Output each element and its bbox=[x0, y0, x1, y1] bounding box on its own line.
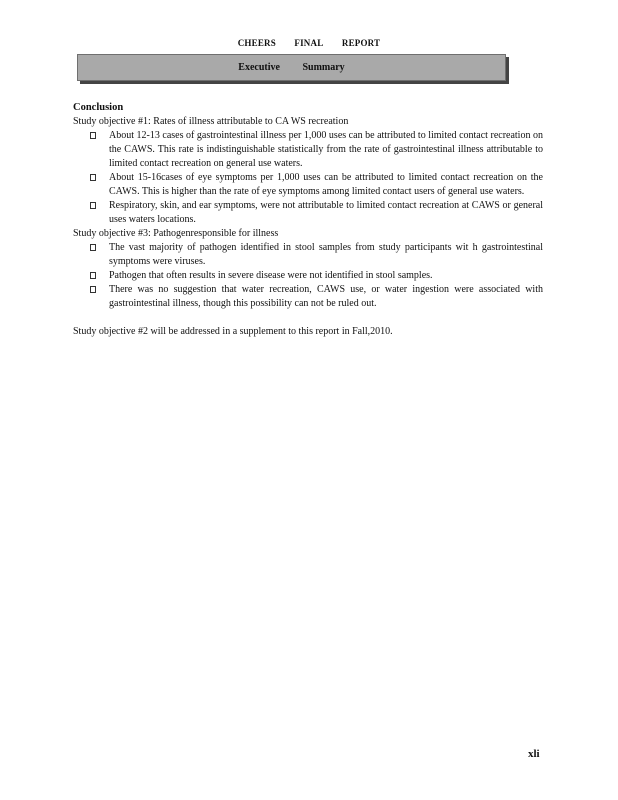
banner-word: Executive bbox=[238, 62, 280, 73]
list-item-text: About 12-13 cases of gastrointestinal illness per 1,000 uses can be attributed to limited contact recreation on the CAWS. This rate is indistinguishable statistically from the rate of gastrointestinal illness attributable to limited contact recreation on general use waters. bbox=[109, 130, 543, 169]
list-item bbox=[73, 269, 543, 283]
list-item-text: Pathogen that often results in severe disease were not identified in stool samples. bbox=[109, 270, 433, 281]
list-item-text: Respiratory, skin, and ear symptoms, were not attributable to limited contact recreation at CAWS or general uses waters locations. bbox=[109, 200, 543, 225]
report-title-word: FINAL bbox=[294, 38, 324, 48]
square-bullet-icon bbox=[90, 286, 96, 293]
executive-summary-banner bbox=[77, 54, 506, 81]
square-bullet-icon bbox=[90, 174, 96, 181]
square-bullet-icon bbox=[90, 244, 96, 251]
square-bullet-icon bbox=[90, 202, 96, 209]
section-heading: Conclusion bbox=[73, 102, 124, 113]
closing-note: Study objective #2 will be addressed in a supplement to this report in Fall,2010. bbox=[73, 326, 393, 337]
report-title-word: CHEERS bbox=[237, 38, 276, 48]
banner-title bbox=[78, 62, 505, 73]
list-item bbox=[73, 129, 543, 171]
square-bullet-icon bbox=[90, 132, 96, 139]
list-item-text: About 15-16cases of eye symptoms per 1,000 uses can be attributed to limited contact recreation on the CAWS. This is higher than the rate of eye symptoms among limited contact users of general use waters. bbox=[109, 172, 543, 197]
square-bullet-icon bbox=[90, 272, 96, 279]
report-title-word: REPORT bbox=[341, 38, 381, 48]
list-item bbox=[73, 171, 543, 199]
objective-3: Study objective #3: Pathogenresponsible for illness bbox=[73, 228, 279, 239]
list-item bbox=[73, 283, 543, 311]
list-item bbox=[73, 199, 543, 227]
list-item-text: There was no suggestion that water recreation, CAWS use, or water ingestion were associated with gastrointestinal illness, though this possibility can not be ruled out. bbox=[109, 284, 543, 309]
report-title bbox=[0, 38, 618, 48]
objective-3-bullets bbox=[73, 241, 543, 311]
objective-1-bullets bbox=[73, 129, 543, 227]
objective-1: Study objective #1: Rates of illness attributable to CA WS recreation bbox=[73, 116, 349, 127]
list-item bbox=[73, 241, 543, 269]
banner-word: Summary bbox=[302, 62, 345, 73]
page-number: xli bbox=[528, 748, 540, 760]
conclusion-section bbox=[73, 101, 543, 339]
list-item-text: The vast majority of pathogen identified in stool samples from study participants wit h gastrointestinal symptoms were viruses. bbox=[109, 242, 543, 267]
